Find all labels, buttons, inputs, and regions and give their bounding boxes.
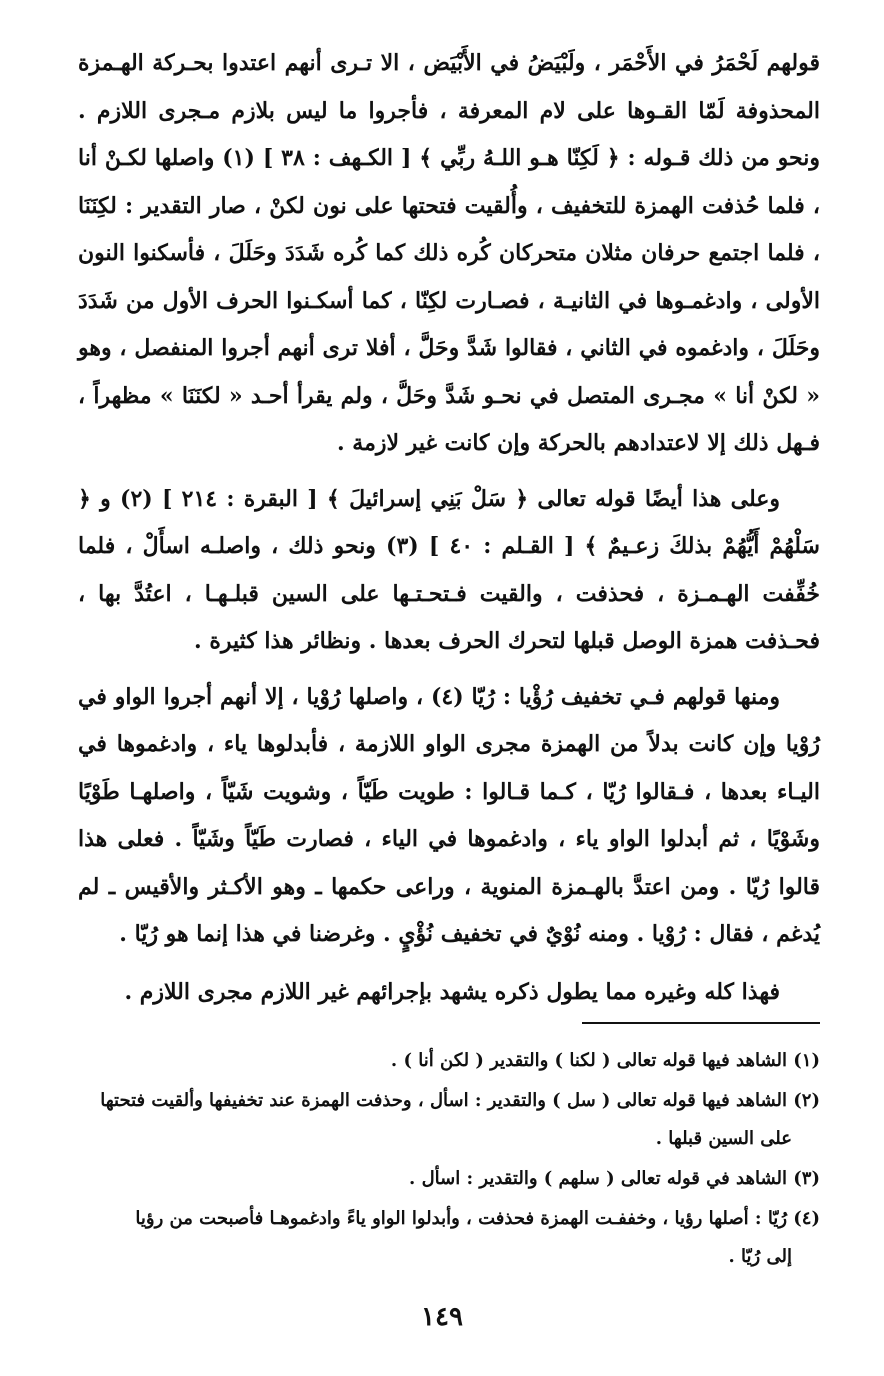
footnote-4-text: (٤) رُيّا : أصلها رؤيا ، وخففـت الهمزة فحذفت ، وأبدلوا الواو ياءً وادغموهـا فأصبحت من رؤيا (135, 1208, 820, 1229)
footnote-1-text: (١) الشاهد فيها قوله تعالى ( لكنا ) والتقدير ( لكن أنا ) . (390, 1050, 820, 1071)
footnotes (78, 1042, 820, 1278)
footnote-2 (78, 1082, 820, 1158)
paragraph-4: فهذا كله وغيره مما يطول ذكره يشهد بإجرائهم غير اللازم مجرى اللازم . (124, 978, 780, 1005)
main-text (78, 40, 820, 1016)
footnote-separator (582, 1022, 820, 1024)
footnote-3-text: (٣) الشاهد في قوله تعالى ( سلهم ) والتقدير : اسأل . (409, 1168, 820, 1189)
paragraph-1: قولهم لَحْمَرُ في الأَحْمَر ، ولَبْيَضُ في الأَبْيَض ، الا تـرى أنهم اعتدوا بحـركة الهـمزة المحذوفة لَمّا القـوها على لام المعرفة ، فأجروا ما ليس بلازم مـجرى اللازم . ونحو من ذلك قـوله : ﴿ لَكِنّا هـو اللـهُ ربِّي ﴾ [ الكـهف : ٣٨ ] (١) واصلها لكـنْ أنا ، فلما حُذفت الهمزة للتخفيف ، وأُلقيت فتحتها على نون لكنْ ، صار التقدير : لكِنَنَا ، فلما اجتمع حرفان مثلان متحركان كُره ذلك كما كُره شَدَدَ وحَلَلَ ، فأسكنوا النون الأولى ، وادغمـوها في الثانيـة ، فصـارت لكِنّا ، كما أسكـنوا الحرف الأول من شَدَدَ وحَلَلَ ، وادغموه في الثاني ، فقالوا شَدَّ وحَلَّ ، أفلا ترى أنهم أجروا المنفصل ، وهو « لكنْ أنا » مجـرى المتصل في نحـو شَدَّ وحَلَّ ، ولم يقرأ أحـد « لكنَنَا » مظهراً ، فـهل ذلك إلا لاعتدادهم بالحركة وإن كانت غير لازمة . (78, 50, 820, 456)
paragraph-3: ومنها قولهم فـي تخفيف رُؤْيا : رُيّا (٤) ، واصلها رُوْيا ، إلا أنهم أجروا الواو في رُوْيا وإن كانت بدلاً من الهمزة مجرى الواو اللازمة ، فأبدلوها ياء ، وادغموها في اليـاء بعدها ، فـقالوا رُيّا ، كـما قـالوا : طويت طَيّاً ، وشويت شَيّاً ، واصلهـا طَوْيًا وشَوْيًا ، ثم أبدلوا الواو ياء ، وادغموها في الياء ، فصارت طَيّاً وشَيّاً . فعلى هذا قالوا رُيّا . ومن اعتدَّ بالهـمزة المنوية ، وراعى حكمها ـ وهو الأكـثر والأقيس ـ لم يُدغم ، فقال : رُوْيا . ومنه نُوْيٌ في تخفيف نُؤْيٍ . وغرضنا في هذا إنما هو رُيّا . (78, 683, 820, 947)
footnote-4-continuation: إلى رُيّا . (728, 1246, 792, 1267)
footnote-1 (78, 1042, 820, 1080)
footnote-2-continuation: على السين قبلها . (655, 1128, 792, 1149)
page-number: ١٤٩ (421, 1302, 463, 1332)
footnote-4 (78, 1200, 820, 1276)
footnote-3 (78, 1160, 820, 1198)
paragraph-2: وعلى هذا أيضًا قوله تعالى ﴿ سَلْ بَنِي إسرائيلَ ﴾ [ البقرة : ٢١٤ ] (٢) و ﴿ سَلْهُمْ أَيُّهُمْ بذلكَ زعـيمٌ ﴾ [ القـلم : ٤٠ ] (٣) ونحو ذلك ، واصلـه اسأَلْ ، فلما خُفِّفت الهـمـزة ، فحذفت ، والقيت فـتحـتـها على السين قبلـهـا ، اعتُدَّ بها ، فحـذفت همزة الوصل قبلها لتحرك الحرف بعدها . ونظائر هذا كثيرة . (78, 485, 820, 654)
footnote-2-text: (٢) الشاهد فيها قوله تعالى ( سل ) والتقدير : اسأل ، وحذفت الهمزة عند تخفيفها وألقيت فتحتها (100, 1090, 820, 1111)
